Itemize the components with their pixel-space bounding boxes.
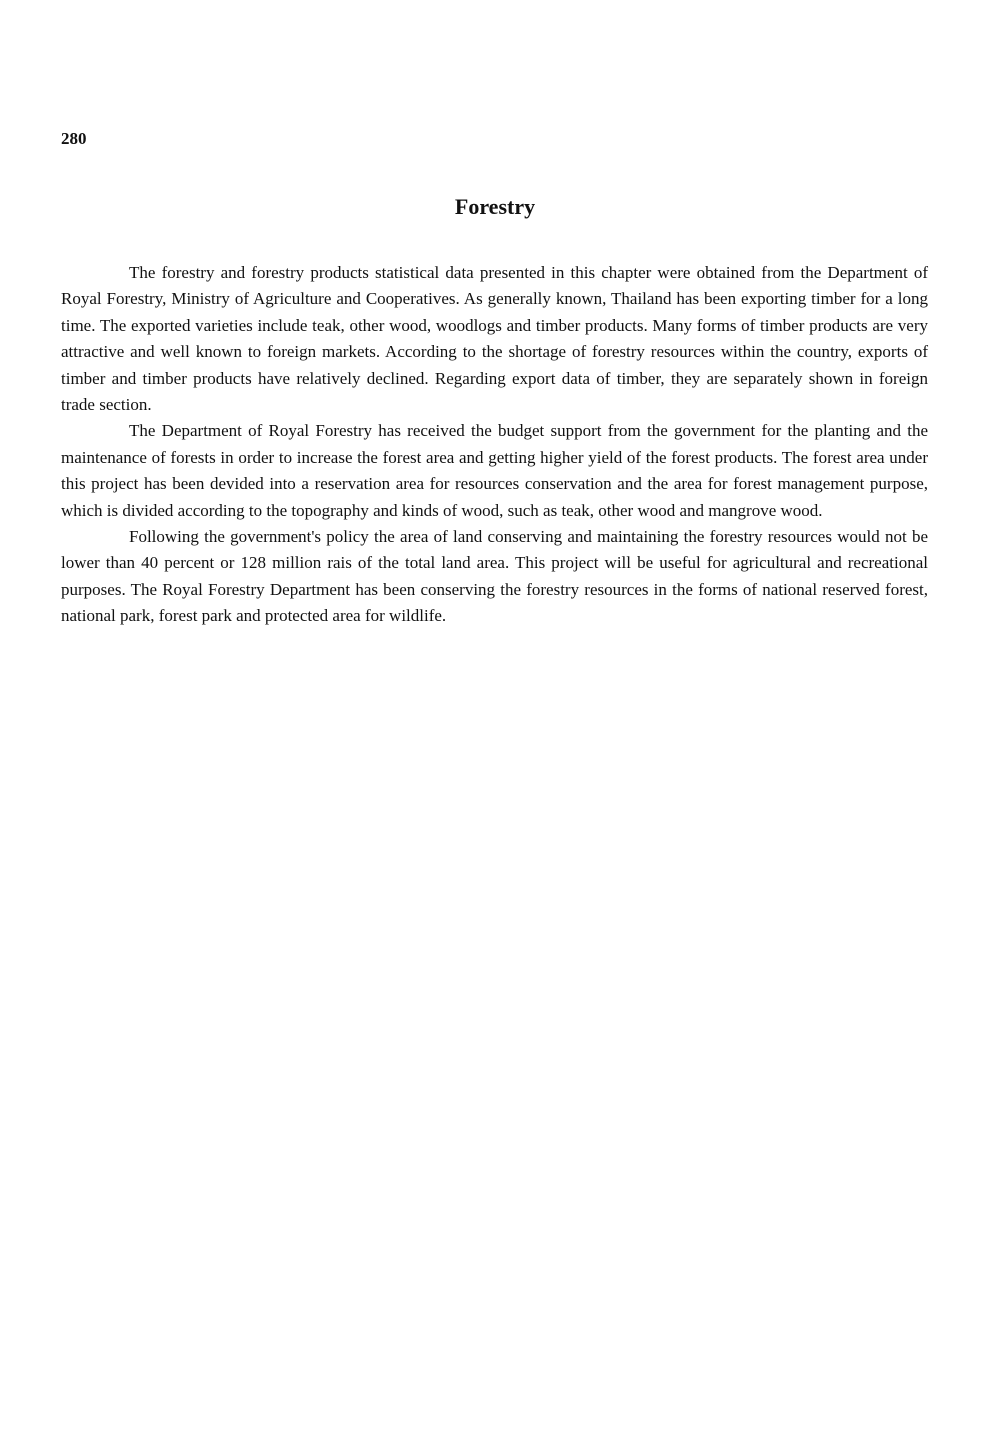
paragraph-government-policy: Following the government's policy the area of land conserving and maintaining the forestry resources would not be lower than 40 percent or 128 million rais of the total land area. This project will be useful for agricultural and recreational purposes. The Royal Forestry Department has been conserving the forestry resources in the forms of national reserved forest, national park, forest park and protected area for wildlife. (61, 527, 928, 626)
page-number: 280 (61, 129, 87, 148)
body-text (61, 260, 928, 630)
chapter-title: Forestry (454, 194, 536, 219)
paragraph-budget-support: The Department of Royal Forestry has received the budget support from the government for the planting and the maintenance of forests in order to increase the forest area and getting higher yield of the forest products. The forest area under this project has been devided into a reservation area for resources conservation and the area for forest management purpose, which is divided according to the topography and kinds of wood, such as teak, other wood and mangrove wood. (61, 421, 928, 520)
paragraph-intro: The forestry and forestry products statistical data presented in this chapter were obtained from the Department of Royal Forestry, Ministry of Agriculture and Cooperatives. As generally known, Thailand has been exporting timber for a long time. The exported varieties include teak, other wood, woodlogs and timber products. Many forms of timber products are very attractive and well known to foreign markets. According to the shortage of forestry resources within the country, exports of timber and timber products have relatively declined. Regarding export data of timber, they are separately shown in foreign trade section. (61, 263, 928, 415)
